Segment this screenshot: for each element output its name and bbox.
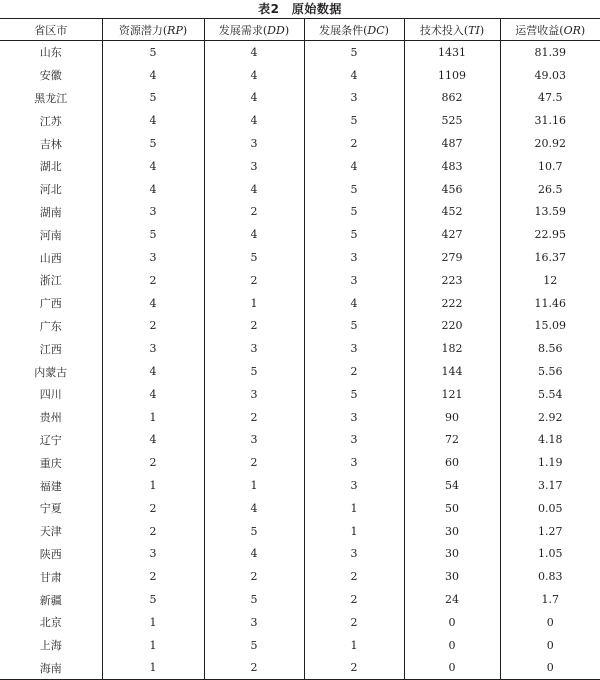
cell-province: 上海 [39,639,62,653]
cell-ti: 427 [404,223,500,246]
cell-or: 2.92 [500,406,600,429]
cell-province: 安徽 [39,69,62,83]
header-abbr: DD [267,23,285,37]
table-row [0,474,600,497]
cell-or: 5.56 [500,360,600,383]
cell-rp: 4 [102,109,204,132]
table-row [0,588,600,611]
table-row [0,543,600,566]
header-label: 省区市 [34,23,68,37]
cell-province: 海南 [0,657,102,680]
cell-dc: 3 [304,269,404,292]
cell-rp: 2 [102,520,204,543]
cell-dc: 5 [304,383,404,406]
cell-ti: 525 [404,109,500,132]
cell-ti: 90 [404,406,500,429]
cell-rp: 4 [102,64,204,87]
table-row [0,132,600,155]
cell-or: 26.5 [500,178,600,201]
cell-dd: 2 [204,657,304,680]
table-row [0,41,600,64]
table-row [0,657,600,680]
table-header-row [0,19,600,41]
cell-or: 47.5 [500,87,600,110]
table-row [0,565,600,588]
table-row [0,223,600,246]
cell-province: 浙江 [39,274,62,288]
header-label: 技术投入 [419,23,464,37]
cell-province: 江苏 [39,114,62,128]
table-row [0,269,600,292]
cell-dd: 4 [204,543,304,566]
cell-province: 吉林 [39,137,62,151]
cell-dd: 3 [204,337,304,360]
cell-dc: 3 [304,406,404,429]
cell-or: 22.95 [500,223,600,246]
table-row [0,520,600,543]
cell-ti: 144 [404,360,500,383]
cell-rp: 2 [102,565,204,588]
cell-dc: 5 [304,178,404,201]
cell-rp: 1 [102,406,204,429]
header-label: 资源潜力 [118,23,163,37]
cell-ti: 72 [404,429,500,452]
cell-province: 陕西 [39,547,62,561]
cell-dc: 2 [304,360,404,383]
table-row [0,315,600,338]
cell-province: 宁夏 [39,502,62,516]
cell-rp: 5 [102,223,204,246]
cell-province: 山东 [39,46,62,60]
cell-ti: 862 [404,87,500,110]
cell-rp: 3 [102,337,204,360]
cell-dd: 4 [204,87,304,110]
cell-rp: 1 [102,474,204,497]
cell-dd: 4 [204,497,304,520]
cell-or: 1.27 [500,520,600,543]
cell-province: 湖南 [39,205,62,219]
cell-province: 黑龙江 [34,91,68,105]
cell-province: 广西 [39,297,62,311]
header-label: 运营收益 [515,23,560,37]
table-row [0,337,600,360]
table-row [0,201,600,224]
cell-dc: 2 [304,611,404,634]
cell-province: 内蒙古 [34,365,68,379]
cell-ti: 452 [404,201,500,224]
cell-dd: 3 [204,429,304,452]
cell-dd: 5 [204,246,304,269]
table-body [0,41,600,680]
cell-dc: 4 [304,292,404,315]
cell-dd: 3 [204,611,304,634]
header-abbr: DC [367,23,385,37]
table-row [0,451,600,474]
cell-province: 四川 [39,388,62,402]
cell-ti: 182 [404,337,500,360]
table-row [0,87,600,110]
cell-dd: 3 [204,132,304,155]
cell-rp: 5 [102,132,204,155]
cell-ti: 60 [404,451,500,474]
cell-ti: 220 [404,315,500,338]
cell-dd: 5 [204,588,304,611]
table-row [0,109,600,132]
cell-dd: 2 [204,201,304,224]
cell-rp: 4 [102,155,204,178]
cell-province: 福建 [39,479,62,493]
cell-or: 12 [500,269,600,292]
cell-rp: 3 [102,543,204,566]
cell-ti: 30 [404,565,500,588]
cell-dc: 5 [304,315,404,338]
cell-ti: 487 [404,132,500,155]
header-development-condition: 发展条件(DC) [304,19,404,41]
cell-province: 湖北 [39,160,62,174]
cell-ti: 1109 [404,64,500,87]
cell-rp: 5 [102,41,204,64]
cell-or: 1.05 [500,543,600,566]
cell-or: 3.17 [500,474,600,497]
cell-dc: 1 [304,634,404,657]
cell-dc: 3 [304,451,404,474]
cell-province: 天津 [39,525,62,539]
cell-or: 5.54 [500,383,600,406]
table-row [0,429,600,452]
cell-ti: 54 [404,474,500,497]
cell-rp: 4 [102,383,204,406]
cell-dc: 1 [304,520,404,543]
cell-ti: 222 [404,292,500,315]
cell-ti: 0 [404,611,500,634]
cell-dc: 3 [304,87,404,110]
cell-dd: 5 [204,520,304,543]
cell-or: 16.37 [500,246,600,269]
table-row [0,292,600,315]
cell-dc: 3 [304,429,404,452]
cell-province: 河北 [39,183,62,197]
cell-or: 0 [500,657,600,680]
cell-or: 0.83 [500,565,600,588]
table-row [0,634,600,657]
cell-rp: 2 [102,315,204,338]
cell-dc: 3 [304,543,404,566]
cell-or: 31.16 [500,109,600,132]
cell-or: 0 [500,634,600,657]
cell-dd: 5 [204,634,304,657]
table-caption: 表2 原始数据 [258,2,342,16]
cell-province: 新疆 [39,593,62,607]
cell-dc: 3 [304,337,404,360]
cell-rp: 3 [102,201,204,224]
table-row [0,178,600,201]
cell-rp: 2 [102,497,204,520]
cell-province: 江西 [39,342,62,356]
cell-rp: 4 [102,292,204,315]
cell-or: 1.19 [500,451,600,474]
table-row [0,497,600,520]
cell-ti: 50 [404,497,500,520]
cell-province: 贵州 [39,411,62,425]
header-label: 发展需求 [218,23,263,37]
cell-ti: 30 [404,543,500,566]
cell-dc: 5 [304,223,404,246]
cell-dc: 2 [304,588,404,611]
cell-dd: 1 [204,292,304,315]
cell-dd: 4 [204,109,304,132]
cell-ti: 121 [404,383,500,406]
table-row [0,155,600,178]
cell-ti: 0 [404,634,500,657]
cell-province: 重庆 [39,456,62,470]
cell-or: 20.92 [500,132,600,155]
cell-ti: 456 [404,178,500,201]
cell-province: 河南 [39,228,62,242]
cell-rp: 4 [102,360,204,383]
cell-dd: 4 [204,178,304,201]
cell-dd: 1 [204,474,304,497]
cell-province: 辽宁 [39,433,62,447]
cell-dc: 5 [304,201,404,224]
cell-ti: 0 [404,657,500,680]
cell-dc: 3 [304,474,404,497]
cell-rp: 3 [102,246,204,269]
header-province [0,19,102,41]
header-operating-revenue: 运营收益(OR) [500,19,600,41]
cell-or: 8.56 [500,337,600,360]
cell-or: 4.18 [500,429,600,452]
header-abbr: RP [167,23,183,37]
cell-province: 广东 [39,319,62,333]
cell-dd: 4 [204,64,304,87]
cell-rp: 1 [102,611,204,634]
cell-dd: 3 [204,383,304,406]
cell-dc: 1 [304,497,404,520]
cell-rp: 4 [102,178,204,201]
cell-dc: 2 [304,565,404,588]
cell-rp: 5 [102,87,204,110]
cell-rp: 2 [102,451,204,474]
raw-data-table [0,18,600,680]
cell-dd: 3 [204,155,304,178]
cell-dd: 2 [204,406,304,429]
cell-or: 0 [500,611,600,634]
cell-or: 1.7 [500,588,600,611]
cell-dd: 2 [204,451,304,474]
cell-rp: 5 [102,588,204,611]
cell-ti: 24 [404,588,500,611]
header-abbr: TI [468,23,480,37]
header-label: 发展条件 [319,23,364,37]
header-resource-potential: 资源潜力(RP) [102,19,204,41]
cell-or: 11.46 [500,292,600,315]
table-row [0,246,600,269]
cell-dc: 3 [304,246,404,269]
cell-or: 49.03 [500,64,600,87]
cell-ti: 223 [404,269,500,292]
cell-dd: 2 [204,565,304,588]
table-row [0,406,600,429]
cell-province: 北京 [39,616,62,630]
header-abbr: OR [563,23,581,37]
cell-dd: 2 [204,315,304,338]
cell-rp: 1 [102,634,204,657]
cell-or: 15.09 [500,315,600,338]
cell-dc: 4 [304,155,404,178]
header-development-demand: 发展需求(DD) [204,19,304,41]
cell-dc: 5 [304,109,404,132]
cell-dd: 2 [204,269,304,292]
cell-ti: 279 [404,246,500,269]
cell-rp: 1 [102,657,204,680]
cell-or: 13.59 [500,201,600,224]
cell-dc: 5 [304,41,404,64]
table-row [0,383,600,406]
cell-dd: 4 [204,41,304,64]
cell-rp: 2 [102,269,204,292]
table-row [0,64,600,87]
cell-dc: 2 [304,657,404,680]
cell-rp: 4 [102,429,204,452]
cell-dc: 4 [304,64,404,87]
cell-ti: 483 [404,155,500,178]
cell-or: 81.39 [500,41,600,64]
cell-dd: 4 [204,223,304,246]
table-row [0,611,600,634]
header-technology-input: 技术投入(TI) [404,19,500,41]
cell-province: 甘肃 [39,570,62,584]
table-row [0,360,600,383]
cell-ti: 1431 [404,41,500,64]
cell-province: 山西 [39,251,62,265]
cell-or: 0.05 [500,497,600,520]
cell-ti: 30 [404,520,500,543]
cell-dc: 2 [304,132,404,155]
cell-or: 10.7 [500,155,600,178]
cell-dd: 5 [204,360,304,383]
